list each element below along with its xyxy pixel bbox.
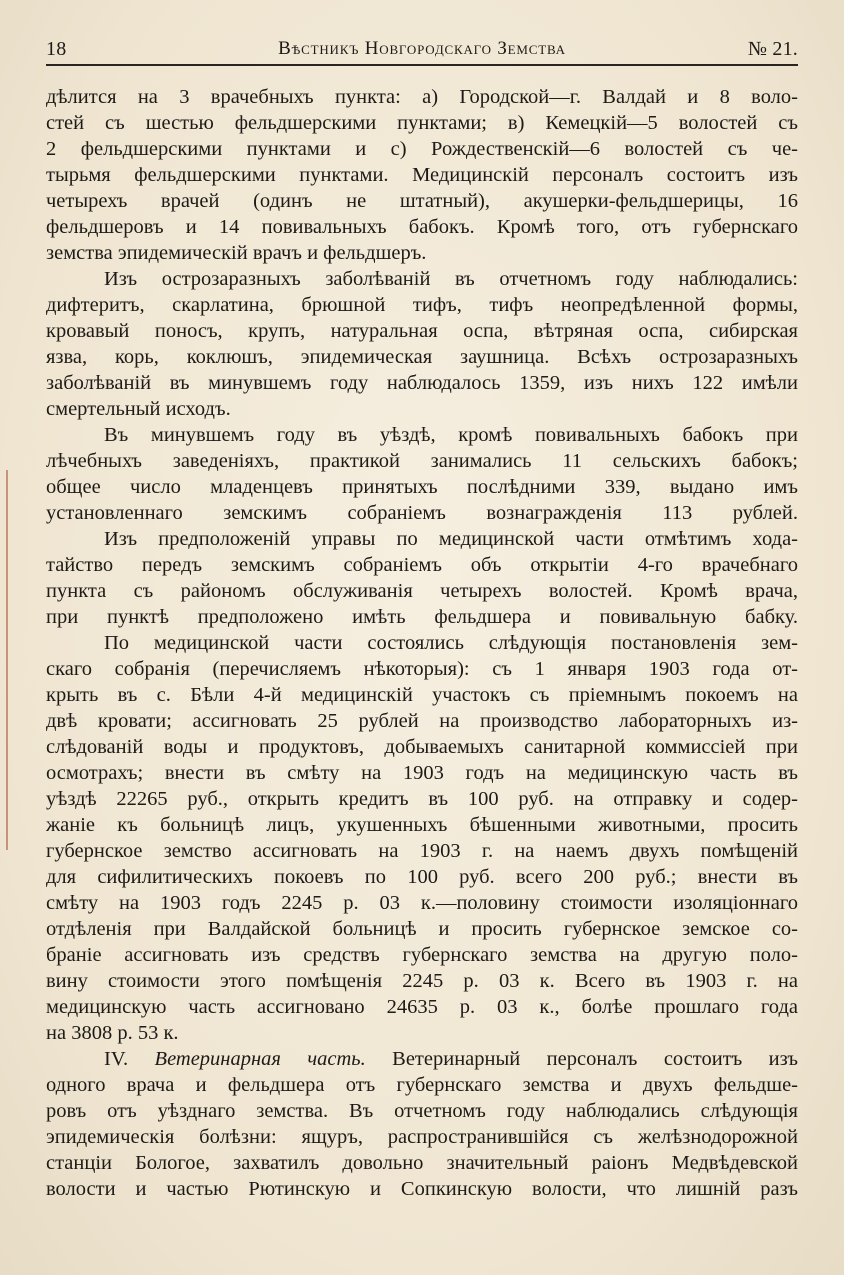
text-line: осмотрахъ; внести въ смѣту на 1903 годъ на медицинскую часть въ [46, 762, 798, 784]
journal-title: Вѣстникъ Новгородскаго Земства [278, 38, 566, 59]
text-fragment: Ветеринарный персоналъ состоитъ изъ [365, 1048, 798, 1070]
section-heading-line [46, 1046, 798, 1072]
text-line: станціи Бологое, захватилъ довольно значительный раіонъ Медвѣдевской [46, 1152, 798, 1174]
text-line: четырехъ врачей (одинъ не штатный), акушерки-фельдшерицы, 16 [46, 190, 798, 212]
text-line: стей съ шестью фельдшерскими пунктами; в) Кемецкій—5 волостей съ [46, 112, 798, 134]
text-line: Въ минувшемъ году въ уѣздѣ, кромѣ повивальныхъ бабокъ при [104, 424, 798, 446]
text-line: 2 фельдшерскими пунктами и с) Рождественскій—6 волостей съ че- [46, 138, 798, 160]
running-header [46, 34, 798, 64]
text-line: браніе ассигновать изъ средствъ губернскаго земства на другую поло- [46, 944, 798, 966]
paragraph [46, 630, 798, 1046]
text-line: тайство передъ земскимъ собраніемъ объ открытіи 4-го врачебнаго [46, 554, 798, 576]
text-line: вину стоимости этого помѣщенія 2245 р. 03 к. Всего въ 1903 г. на [46, 970, 798, 992]
text-line: пункта съ райономъ обслуживанія четырехъ волостей. Кромѣ врача, [46, 580, 798, 602]
margin-mark [6, 470, 8, 850]
text-line: лѣчебныхъ заведеніяхъ, практикой занимались 11 сельскихъ бабокъ; [46, 450, 798, 472]
text-line: кровавый поносъ, крупъ, натуральная оспа, вѣтряная оспа, сибирская [46, 320, 798, 342]
text-line: По медицинской части состоялись слѣдующія постановленія зем- [104, 632, 798, 654]
text-line: жаніе къ больницѣ лицъ, укушенныхъ бѣшенными животными, просить [46, 814, 798, 836]
section-title: Ветеринарная часть. [154, 1048, 366, 1070]
text-line: язва, корь, коклюшъ, эпидемическая заушница. Всѣхъ острозаразныхъ [46, 346, 798, 368]
text-line: смертельный исходъ. [46, 398, 231, 420]
page-number: 18 [46, 38, 67, 60]
text-line: Изъ предположеній управы по медицинской части отмѣтимъ хода- [104, 528, 798, 550]
header-rule [46, 64, 798, 66]
paragraph [46, 84, 798, 266]
text-line: установленнаго земскимъ собраніемъ вознагражденія 113 рублей. [46, 502, 798, 524]
paragraph [46, 422, 798, 526]
text-line: при пунктѣ предположено имѣть фельдшера и повивальную бабку. [46, 606, 798, 628]
text-line: губернское земство ассигновать на 1903 г. на наемъ двухъ помѣщеній [46, 840, 798, 862]
text-line: волости и частью Рютинскую и Сопкинскую волости, что лишній разъ [46, 1178, 798, 1200]
text-line: тырьмя фельдшерскими пунктами. Медицинскій персоналъ состоитъ изъ [46, 164, 798, 186]
paragraph [46, 526, 798, 630]
body-text [46, 84, 798, 1202]
text-line: для сифилитическихъ покоевъ по 100 руб. всего 200 руб.; внести въ [46, 866, 798, 888]
text-line: одного врача и фельдшера отъ губернскаго земства и двухъ фельдше- [46, 1074, 798, 1096]
text-line: эпидемическія болѣзни: ящуръ, распространившійся съ желѣзнодорожной [46, 1126, 798, 1148]
text-line: смѣту на 1903 годъ 2245 р. 03 к.—половину стоимости изоляціоннаго [46, 892, 798, 914]
text-line: земства эпидемическій врачъ и фельдшеръ. [46, 242, 427, 264]
text-line: отдѣленія при Валдайской больницѣ и просить губернское земское со- [46, 918, 798, 940]
text-line: фельдшеровъ и 14 повивальныхъ бабокъ. Кромѣ того, отъ губернскаго [46, 216, 798, 238]
text-line: скаго собранія (перечисляемъ нѣкоторыя): съ 1 января 1903 года от- [46, 658, 798, 680]
text-line: дифтеритъ, скарлатина, брюшной тифъ, тифъ неопредѣленной формы, [46, 294, 798, 316]
text-line: на 3808 р. 53 к. [46, 1022, 179, 1044]
text-line: заболѣваній въ минувшемъ году наблюдалось 1359, изъ нихъ 122 имѣли [46, 372, 798, 394]
paragraph [46, 266, 798, 422]
text-line: Изъ острозаразныхъ заболѣваній въ отчетномъ году наблюдались: [104, 268, 798, 290]
text-line: ровъ отъ уѣзднаго земства. Въ отчетномъ году наблюдались слѣдующія [46, 1100, 798, 1122]
text-line: крыть въ с. Бѣли 4-й медицинскій участокъ съ пріемнымъ покоемъ на [46, 684, 798, 706]
paragraph [46, 1046, 798, 1202]
text-line: слѣдованій воды и продуктовъ, добываемыхъ санитарной коммиссіей при [46, 736, 798, 758]
text-line: двѣ кровати; ассигновать 25 рублей на производство лабораторныхъ из- [46, 710, 798, 732]
text-line: уѣздѣ 22265 руб., открыть кредитъ въ 100 руб. на отправку и содер- [46, 788, 798, 810]
text-line: медицинскую часть ассигновано 24635 р. 03 к., болѣе прошлаго года [46, 996, 798, 1018]
text-line: общее число младенцевъ принятыхъ послѣдними 339, выдано имъ [46, 476, 798, 498]
text-line: дѣлится на 3 врачебныхъ пункта: а) Городской—г. Валдай и 8 воло- [46, 86, 798, 108]
issue-number: № 21. [747, 38, 798, 60]
section-number: IV. [104, 1048, 155, 1070]
